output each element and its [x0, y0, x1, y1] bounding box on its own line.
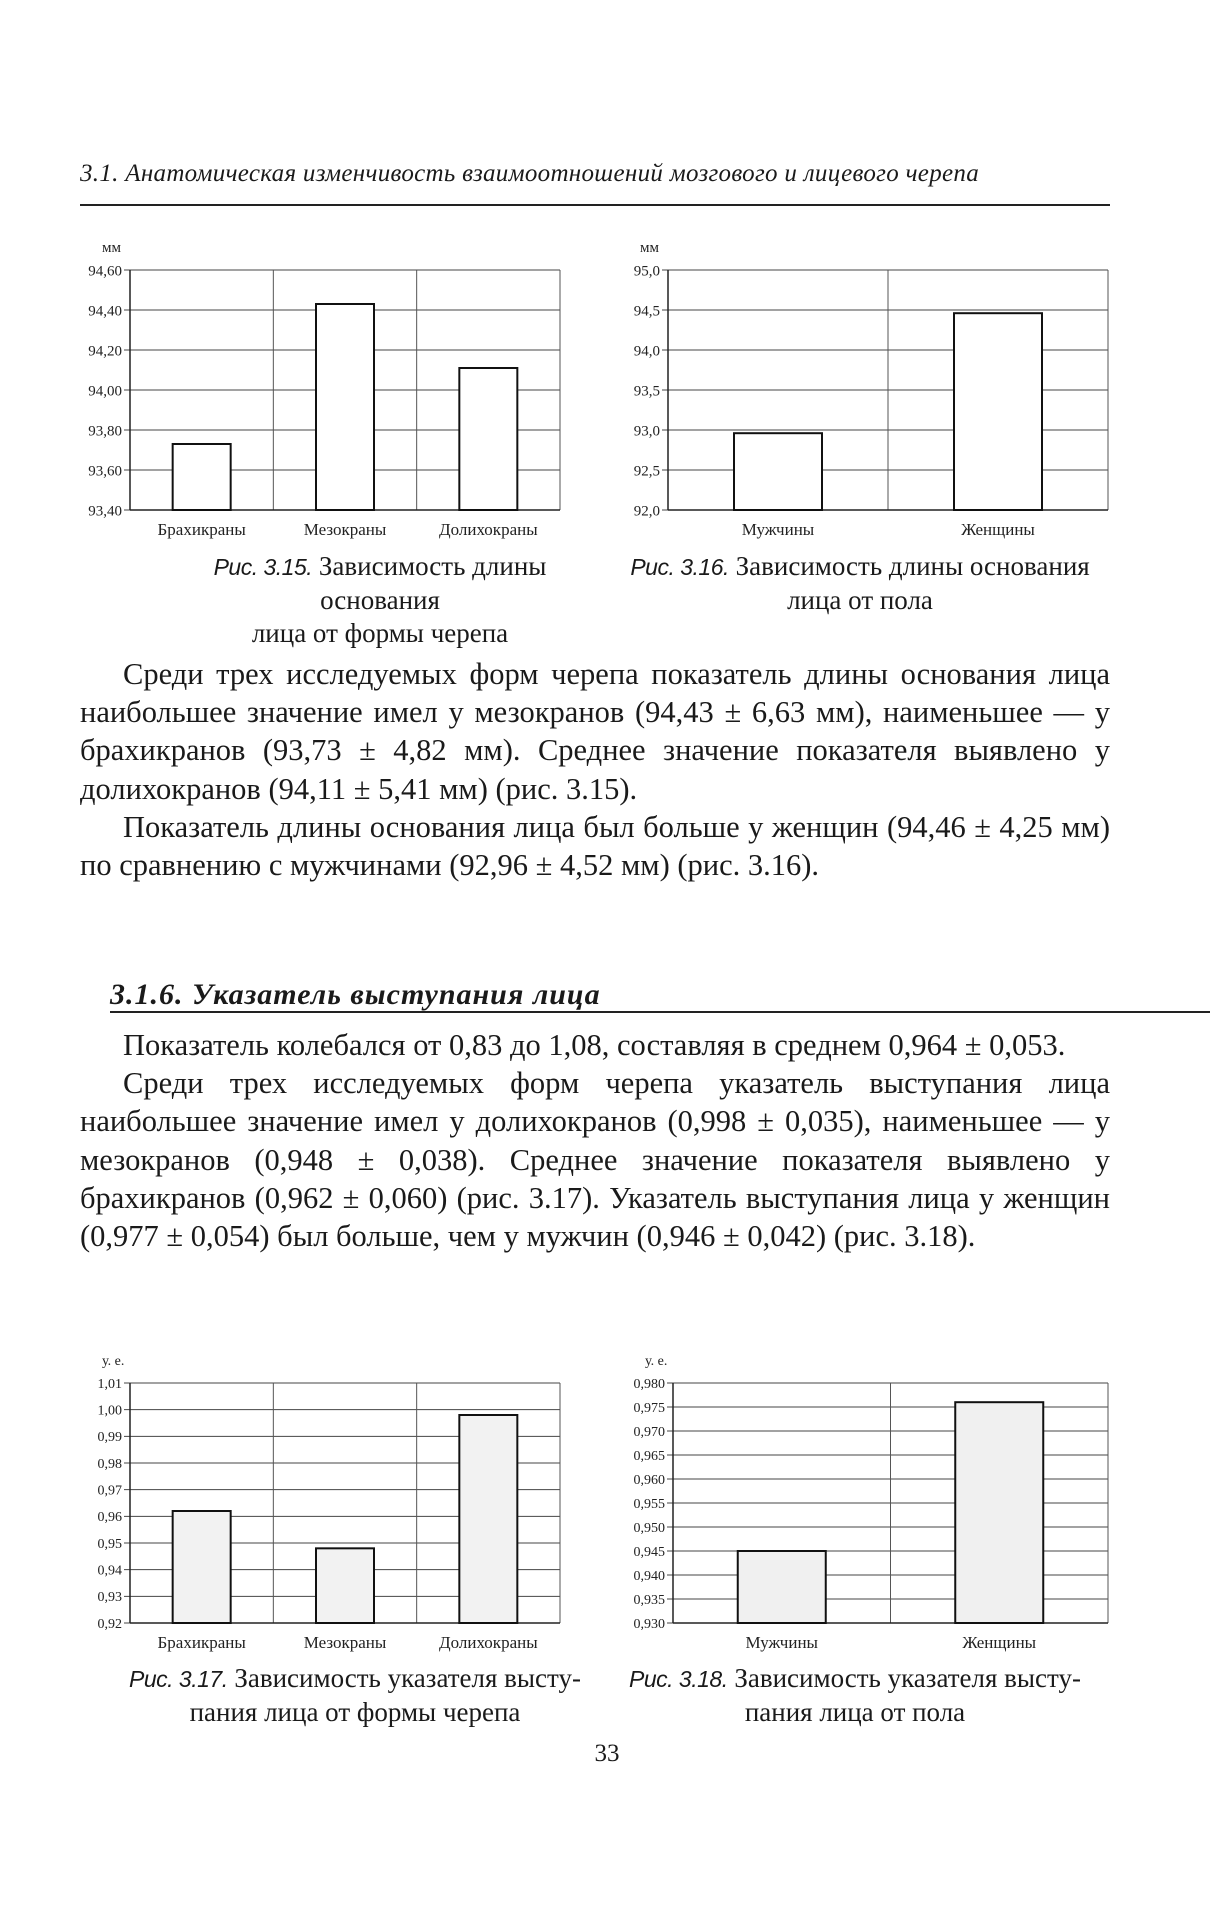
- text-block-2: [80, 1026, 1110, 1255]
- y-tick-label: 94,0: [633, 343, 660, 360]
- caption-3-15-line2: лица от формы черепа: [251, 618, 509, 648]
- bar: [316, 1548, 374, 1623]
- bar: [738, 1551, 826, 1623]
- y-tick-label: 0,960: [633, 1472, 665, 1488]
- x-category-label: Долихокраны: [439, 1633, 538, 1652]
- chart-fig-3-18: [605, 1338, 1120, 1661]
- y-tick-label: 0,965: [633, 1448, 665, 1464]
- y-axis-unit-label: мм: [102, 240, 121, 256]
- y-tick-label: 93,60: [88, 463, 122, 480]
- y-tick-label: 94,20: [88, 343, 122, 360]
- y-tick-label: 93,0: [633, 423, 660, 440]
- section-title: 3.1.6. Указатель выступания лица: [110, 978, 601, 1011]
- x-category-label: Мужчины: [741, 520, 815, 539]
- paragraph: Показатель колебался от 0,83 до 1,08, составляя в среднем 0,964 ± 0,053.: [123, 1028, 1066, 1062]
- y-tick-label: 0,98: [97, 1456, 122, 1472]
- caption-fig-3-18: [605, 1662, 1105, 1729]
- running-head: 3.1. Анатомическая изменчивость взаимоотношений мозгового и лицевого черепа: [80, 160, 980, 187]
- y-tick-label: 92,5: [633, 463, 660, 480]
- y-tick-label: 92,0: [633, 503, 660, 520]
- y-tick-label: 94,60: [88, 263, 122, 280]
- caption-3-17-line1: Зависимость указателя высту-: [234, 1663, 581, 1693]
- caption-fig-3-16: [610, 550, 1110, 617]
- y-tick-label: 0,940: [633, 1568, 665, 1584]
- caption-fig-3-17: [120, 1662, 590, 1729]
- y-tick-label: 94,5: [633, 303, 660, 320]
- chart-3-16-svg: [610, 235, 1120, 540]
- y-tick-label: 0,930: [633, 1616, 665, 1632]
- y-tick-label: 0,94: [97, 1563, 122, 1579]
- y-axis-unit-label: у. е.: [645, 1354, 668, 1369]
- y-tick-label: 1,01: [97, 1376, 122, 1392]
- y-tick-label: 0,935: [633, 1592, 665, 1608]
- y-tick-label: 0,970: [633, 1424, 665, 1440]
- chart-3-17-svg: [55, 1338, 585, 1656]
- bar: [734, 433, 822, 510]
- caption-3-15-line1: Зависимость длины основания: [318, 551, 547, 615]
- chart-3-18-svg: [605, 1338, 1120, 1656]
- y-tick-label: 0,93: [97, 1590, 122, 1606]
- y-tick-label: 94,40: [88, 303, 122, 320]
- section-title-rule: [110, 1011, 1210, 1013]
- chart-fig-3-16: [610, 235, 1120, 545]
- caption-3-18-line1: Зависимость указателя высту-: [734, 1663, 1081, 1693]
- caption-3-18-line2: пания лица от пола: [744, 1697, 966, 1727]
- paragraph: Среди трех исследуемых форм черепа показатель длины основания лица наибольшее значение имел у мезокранов (94,43 ± 6,63 мм), наименьшее — у брахикранов (93,73 ± 4,82 мм). Среднее значение показателя выявлено у долихокранов (94,11 ± 5,41 мм) (рис. 3.15).: [80, 657, 1110, 806]
- y-axis-unit-label: мм: [640, 240, 659, 256]
- y-tick-label: 0,95: [97, 1536, 122, 1552]
- y-tick-label: 93,5: [633, 383, 660, 400]
- bar: [955, 1402, 1043, 1623]
- y-tick-label: 0,99: [97, 1430, 122, 1446]
- paragraph: Показатель длины основания лица был больше у женщин (94,46 ± 4,25 мм) по сравнению с мужчинами (92,96 ± 4,52 мм) (рис. 3.16).: [80, 809, 1110, 883]
- y-tick-label: 93,40: [88, 503, 122, 520]
- chart-fig-3-15: [50, 235, 590, 545]
- paragraph: Среди трех исследуемых форм черепа указатель выступания лица наибольшее значение имел у долихокранов (0,998 ± 0,035), наименьшее — у мезокранов (0,948 ± 0,038). Среднее значение показателя выявлено у брахикранов (0,962 ± 0,060) (рис. 3.17). Указатель выступания лица у женщин (0,977 ± 0,054) был больше, чем у мужчин (0,946 ± 0,042) (рис. 3.18).: [80, 1066, 1110, 1254]
- x-category-label: Долихокраны: [439, 520, 538, 539]
- bar: [173, 1511, 231, 1623]
- y-tick-label: 0,955: [633, 1496, 665, 1512]
- x-category-label: Брахикраны: [157, 1633, 246, 1652]
- y-tick-label: 0,980: [633, 1376, 665, 1392]
- caption-3-16-line2: лица от пола: [787, 585, 933, 615]
- y-tick-label: 93,80: [88, 423, 122, 440]
- caption-3-16-number: Рис. 3.16.: [630, 554, 729, 580]
- caption-3-16-line1: Зависимость длины основания: [735, 551, 1090, 581]
- page-number: 33: [594, 1740, 620, 1767]
- chart-fig-3-17: [55, 1338, 585, 1661]
- y-tick-label: 0,975: [633, 1400, 665, 1416]
- y-tick-label: 95,0: [633, 263, 660, 280]
- x-category-label: Брахикраны: [157, 520, 246, 539]
- text-block-1: [80, 655, 1110, 884]
- y-tick-label: 0,96: [97, 1510, 122, 1526]
- x-category-label: Женщины: [962, 1633, 1037, 1652]
- x-category-label: Мезокраны: [303, 1633, 387, 1652]
- running-head-rule: [80, 204, 1110, 206]
- caption-3-18-number: Рис. 3.18.: [629, 1666, 728, 1692]
- bar: [173, 444, 231, 510]
- caption-3-17-line2: пания лица от формы черепа: [189, 1697, 521, 1727]
- caption-3-15-number: Рис. 3.15.: [213, 554, 313, 580]
- y-axis-unit-label: у. е.: [102, 1354, 125, 1369]
- bar: [316, 304, 374, 510]
- y-tick-label: 0,97: [97, 1483, 122, 1499]
- caption-3-17-number: Рис. 3.17.: [129, 1666, 228, 1692]
- x-category-label: Женщины: [961, 520, 1035, 539]
- caption-fig-3-15: [170, 550, 590, 650]
- y-tick-label: 0,92: [97, 1616, 122, 1632]
- chart-3-15-svg: [50, 235, 590, 540]
- y-tick-label: 94,00: [88, 383, 122, 400]
- y-tick-label: 0,950: [633, 1520, 665, 1536]
- y-tick-label: 0,945: [633, 1544, 665, 1560]
- bar: [954, 313, 1042, 510]
- x-category-label: Мужчины: [745, 1633, 818, 1652]
- bar: [459, 368, 517, 510]
- x-category-label: Мезокраны: [303, 520, 387, 539]
- y-tick-label: 1,00: [97, 1403, 122, 1419]
- bar: [459, 1415, 517, 1623]
